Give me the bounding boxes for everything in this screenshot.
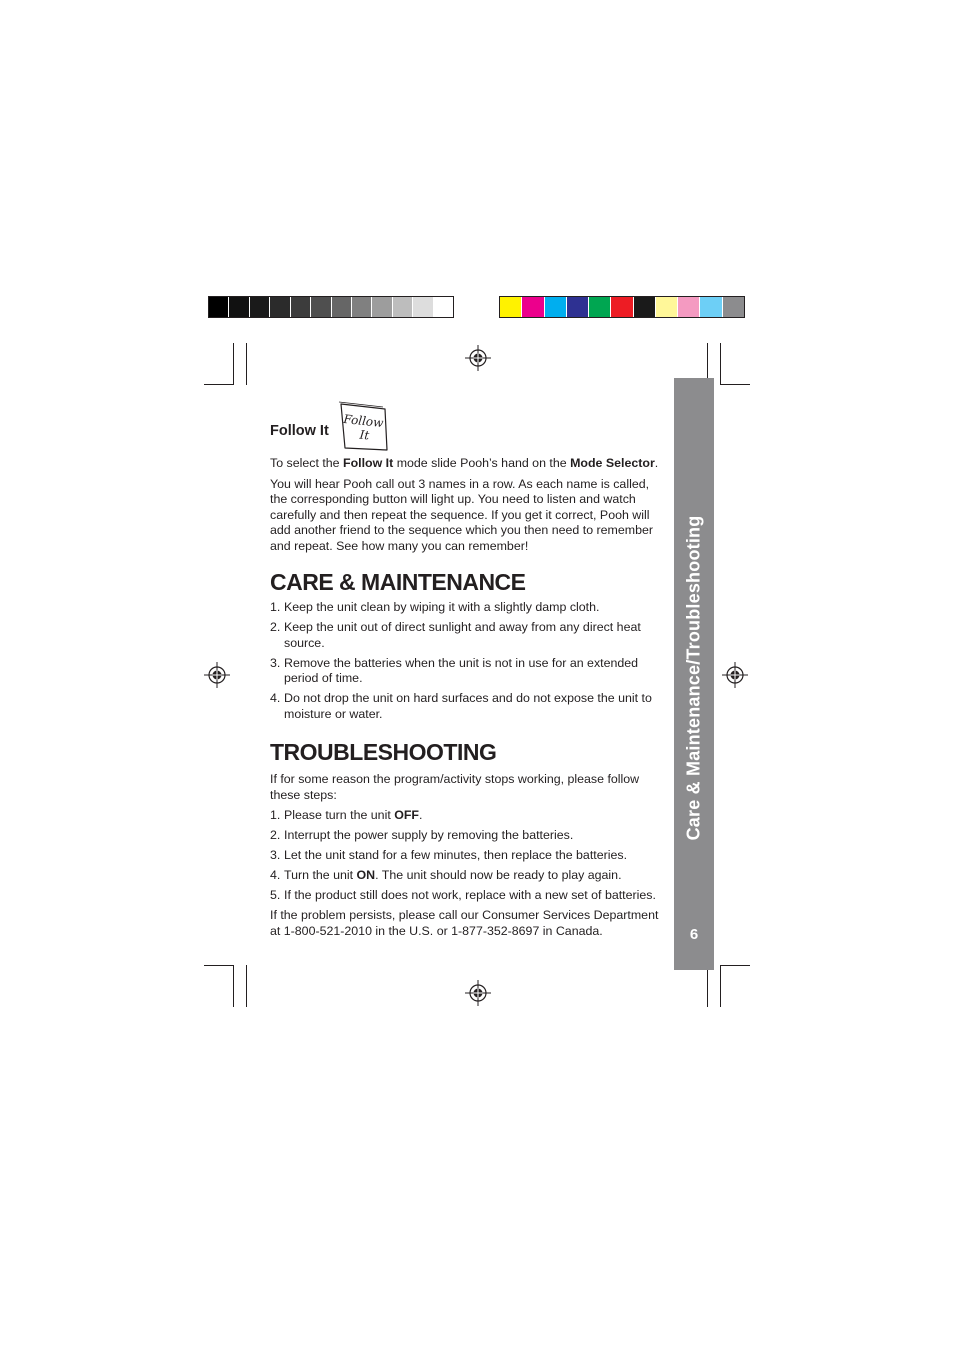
troubleshooting-heading: TROUBLESHOOTING [270, 739, 497, 765]
registration-mark-icon [204, 662, 230, 688]
item-text: Remove the batteries when the unit is not in use for an extended period of time. [284, 655, 639, 685]
color-swatch [522, 297, 544, 317]
item-number: 1. [270, 600, 281, 614]
text-run-bold: OFF [394, 808, 419, 822]
follow-it-icon-text: Follow [342, 411, 384, 431]
text-run: mode slide Pooh’s hand on the [393, 456, 571, 470]
item-number: 3. [270, 848, 281, 862]
item-text [284, 808, 663, 824]
crop-mark [720, 965, 750, 966]
follow-it-icon-text: It [358, 427, 370, 443]
crop-mark [233, 965, 234, 1007]
color-swatch [311, 297, 331, 317]
crop-mark [204, 965, 234, 966]
list-item [270, 828, 663, 844]
text-run: Turn the unit [284, 868, 357, 882]
item-text: Interrupt the power supply by removing the batteries. [284, 828, 574, 842]
item-text: Do not drop the unit on hard surfaces and do not expose the unit to moisture or water. [284, 691, 652, 721]
text-run-bold: ON [356, 868, 376, 882]
color-swatch [611, 297, 633, 317]
text-run: . [419, 808, 423, 822]
crop-mark [204, 384, 234, 385]
color-swatch [393, 297, 413, 317]
follow-it-description: You will hear Pooh call out 3 names in a row. As each name is called, the corresponding button will light up. You need to listen and watch carefully and then repeat the sequence. If you get it correct, Pooh will add another friend to the sequence which you then need to remember and repeat. See how many you can remember! [270, 476, 653, 553]
text-run: . [654, 456, 659, 470]
page-number: 6 [689, 926, 699, 943]
side-tab-label: Care & Maintenance/Troubleshooting [683, 515, 704, 841]
crop-mark [246, 965, 247, 1007]
gray-calibration-bar [208, 296, 454, 318]
item-text: If the product still does not work, replace with a new set of batteries. [284, 888, 656, 902]
item-number: 3. [270, 655, 281, 670]
item-number: 1. [270, 808, 281, 822]
care-list [270, 600, 663, 722]
list-item [270, 888, 663, 904]
follow-it-mode-icon [335, 400, 391, 454]
color-swatch [250, 297, 270, 317]
follow-it-header [270, 400, 663, 454]
color-swatch [700, 297, 722, 317]
troubleshooting-intro: If for some reason the program/activity stops working, please follow these steps: [270, 772, 640, 802]
color-swatch [634, 297, 656, 317]
text-run-bold: Mode Selector [570, 456, 655, 470]
color-swatch [567, 297, 589, 317]
color-swatch [352, 297, 372, 317]
color-swatch [413, 297, 433, 317]
color-swatch [500, 297, 522, 317]
item-number: 2. [270, 828, 281, 842]
follow-it-title: Follow It [270, 423, 329, 440]
item-text: Keep the unit clean by wiping it with a slightly damp cloth. [284, 600, 600, 614]
crop-mark [707, 965, 708, 1007]
crop-mark [246, 343, 247, 385]
color-swatch [723, 297, 744, 317]
registration-mark-icon [465, 980, 491, 1006]
color-swatch [229, 297, 249, 317]
registration-mark-icon [722, 662, 748, 688]
list-item [270, 691, 663, 722]
item-text [284, 868, 663, 884]
item-number: 4. [270, 868, 281, 882]
color-swatch [332, 297, 352, 317]
color-swatch [434, 297, 453, 317]
crop-mark [233, 343, 234, 385]
list-item [270, 600, 663, 616]
crop-mark [720, 343, 721, 385]
color-swatch [589, 297, 611, 317]
follow-it-instruction [270, 456, 663, 472]
item-number: 4. [270, 691, 281, 705]
item-text: Let the unit stand for a few minutes, then replace the batteries. [284, 848, 628, 862]
color-swatch [209, 297, 229, 317]
troubleshooting-steps [270, 808, 663, 904]
item-number: 2. [270, 620, 281, 634]
text-run-bold: Follow It [343, 456, 394, 470]
page-content [270, 400, 663, 944]
color-swatch [545, 297, 567, 317]
text-run: . The unit should now be ready to play again. [375, 868, 622, 882]
color-swatch [372, 297, 392, 317]
section-side-tab [674, 378, 714, 970]
list-item [270, 868, 663, 884]
list-item [270, 656, 663, 687]
color-swatch [291, 297, 311, 317]
color-swatch [270, 297, 290, 317]
troubleshooting-contact: If the problem persists, please call our Consumer Services Department at 1-800-521-2010 in the U.S. or 1-877-352-8697 in Canada. [270, 908, 659, 938]
color-calibration-bar [499, 296, 745, 318]
care-heading: CARE & MAINTENANCE [270, 569, 526, 595]
crop-mark [720, 965, 721, 1007]
item-text: Keep the unit out of direct sunlight and away from any direct heat source. [284, 620, 641, 650]
registration-mark-icon [465, 345, 491, 371]
list-item [270, 620, 663, 651]
list-item [270, 808, 663, 824]
color-swatch [656, 297, 678, 317]
crop-mark [720, 384, 750, 385]
list-item [270, 848, 663, 864]
text-run: To select the [270, 456, 344, 470]
text-run: Please turn the unit [284, 808, 395, 822]
item-number: 5. [270, 888, 281, 902]
color-swatch [678, 297, 700, 317]
